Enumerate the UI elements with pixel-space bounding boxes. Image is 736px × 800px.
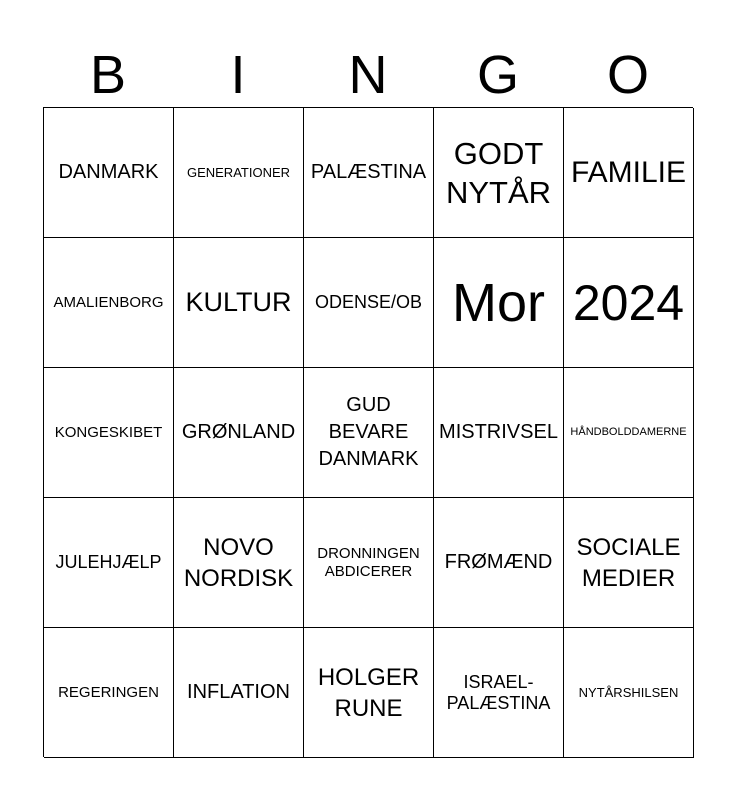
bingo-cell[interactable] bbox=[44, 368, 174, 498]
cell-label: GUD BEVARE DANMARK bbox=[318, 394, 419, 470]
cell-label: FRØMÆND bbox=[444, 551, 553, 573]
cell-label: KULTUR bbox=[185, 287, 292, 317]
cell-label: NOVO NORDISK bbox=[183, 533, 294, 592]
bingo-cell[interactable] bbox=[174, 108, 304, 238]
header-letter-o: O bbox=[606, 45, 649, 105]
bingo-cell[interactable] bbox=[304, 628, 434, 758]
header-letter-b: B bbox=[89, 45, 127, 105]
bingo-cell[interactable] bbox=[564, 108, 694, 238]
bingo-cell[interactable] bbox=[44, 628, 174, 758]
header-letter-g: G bbox=[476, 45, 519, 105]
cell-label: JULEHJÆLP bbox=[55, 552, 162, 572]
cell-label: KONGESKIBET bbox=[54, 423, 163, 441]
bingo-cell[interactable] bbox=[304, 368, 434, 498]
cell-label: INFLATION bbox=[187, 681, 290, 703]
cell-label: REGERINGEN bbox=[58, 683, 159, 701]
bingo-cell[interactable] bbox=[564, 238, 694, 368]
bingo-cell[interactable] bbox=[434, 238, 564, 368]
cell-label: MISTRIVSEL bbox=[439, 421, 558, 443]
cell-label: GRØNLAND bbox=[181, 421, 296, 443]
bingo-cell[interactable] bbox=[174, 368, 304, 498]
bingo-cell[interactable] bbox=[434, 498, 564, 628]
bingo-cell[interactable] bbox=[564, 498, 694, 628]
bingo-cell[interactable] bbox=[44, 108, 174, 238]
bingo-cell[interactable] bbox=[44, 498, 174, 628]
cell-label: HÅNDBOLDDAMERNE bbox=[570, 426, 687, 438]
bingo-grid bbox=[43, 107, 693, 757]
cell-label: Mor bbox=[452, 272, 545, 333]
cell-label: DANMARK bbox=[58, 161, 159, 183]
cell-label: ISRAEL-PALÆSTINA bbox=[446, 671, 551, 713]
bingo-cell[interactable] bbox=[44, 238, 174, 368]
bingo-cell[interactable] bbox=[564, 628, 694, 758]
bingo-cell[interactable] bbox=[434, 628, 564, 758]
cell-label: GODT NYTÅR bbox=[445, 135, 552, 210]
cell-label: AMALIENBORG bbox=[53, 293, 164, 311]
bingo-cell[interactable] bbox=[174, 238, 304, 368]
bingo-cell[interactable] bbox=[564, 368, 694, 498]
cell-label: SOCIALE MEDIER bbox=[576, 533, 681, 592]
bingo-cell[interactable] bbox=[434, 108, 564, 238]
cell-label: PALÆSTINA bbox=[310, 161, 427, 183]
bingo-cell[interactable] bbox=[434, 368, 564, 498]
cell-label: 2024 bbox=[572, 274, 685, 331]
bingo-cell[interactable] bbox=[304, 498, 434, 628]
cell-label: DRONNINGEN ABDICERER bbox=[317, 544, 420, 580]
header-letter-n: N bbox=[348, 45, 388, 105]
cell-label: NYTÅRSHILSEN bbox=[578, 685, 679, 700]
header-letter-i: I bbox=[230, 45, 246, 105]
cell-label: ODENSE/OB bbox=[314, 292, 423, 312]
bingo-cell[interactable] bbox=[174, 498, 304, 628]
bingo-cell[interactable] bbox=[304, 108, 434, 238]
cell-label: HOLGER RUNE bbox=[317, 663, 420, 722]
cell-label: FAMILIE bbox=[570, 155, 687, 189]
cell-label: GENERATIONER bbox=[186, 165, 291, 180]
bingo-header bbox=[43, 44, 693, 106]
bingo-cell[interactable] bbox=[304, 238, 434, 368]
bingo-cell[interactable] bbox=[174, 628, 304, 758]
